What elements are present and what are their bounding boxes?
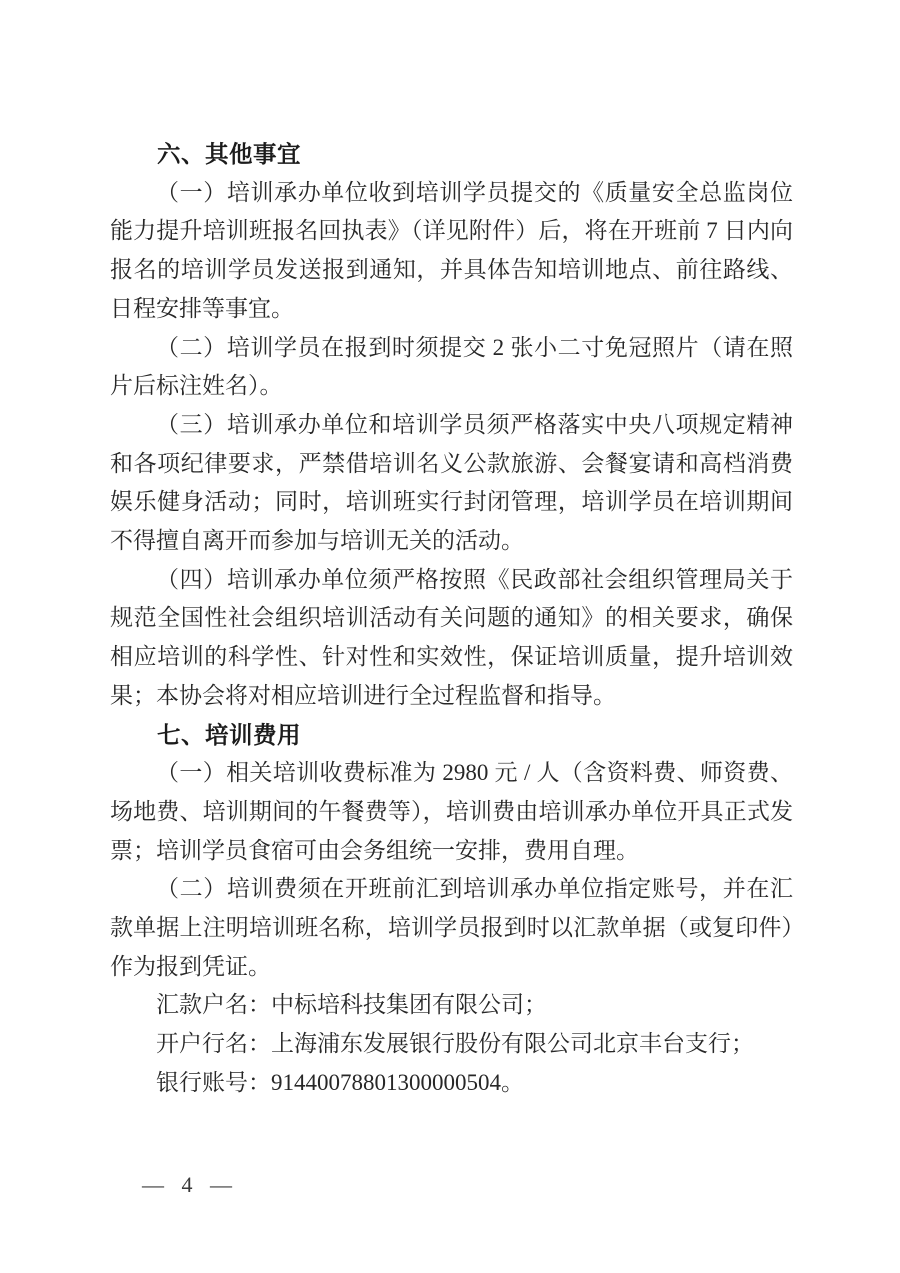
paragraph-other-matters-4: （四）培训承办单位须严格按照《民政部社会组织管理局关于规范全国性社会组织培训活动有关问题的通知》的相关要求，确保相应培训的科学性、针对性和实效性，保证培训质量，提升培训效果；本协会将对相应培训进行全过程监督和指导。 [110, 566, 793, 708]
paragraph-other-matters-2: （二）培训学员在报到时须提交 2 张小二寸免冠照片（请在照片后标注姓名）。 [110, 334, 793, 399]
payment-account-name-label: 汇款户名： [156, 992, 271, 1018]
page-number: — 4 — [142, 1172, 238, 1197]
payment-account-number-label: 银行账号： [156, 1069, 271, 1095]
document-body [110, 135, 793, 1103]
section-heading-other-matters: 六、其他事宜 [157, 141, 301, 167]
payment-bank-name-label: 开户行名： [156, 1031, 271, 1057]
section-heading-training-fees: 七、培训费用 [157, 721, 301, 748]
paragraph-training-fees-2: （二）培训费须在开班前汇到培训承办单位指定账号，并在汇款单据上注明培训班名称，培训学员报到时以汇款单据（或复印件）作为报到凭证。 [110, 876, 793, 979]
payment-bank-name-value: 上海浦东发展银行股份有限公司北京丰台支行； [271, 1031, 754, 1057]
payment-account-number-line [110, 1064, 793, 1103]
payment-bank-name-line [110, 1025, 793, 1064]
paragraph-training-fees-1: （一）相关培训收费标准为 2980 元 / 人（含资料费、师资费、场地费、培训期间的午餐费等），培训费由培训承办单位开具正式发票；培训学员食宿可由会务组统一安排，费用自理。 [110, 760, 793, 863]
payment-account-name-value: 中标培科技集团有限公司； [271, 992, 547, 1018]
paragraph-other-matters-1: （一）培训承办单位收到培训学员提交的《质量安全总监岗位能力提升培训班报名回执表》（详见附件）后，将在开班前 7 日内向报名的培训学员发送报到通知，并具体告知培训地点、前往路线、日程安排等事宜。 [110, 179, 793, 321]
payment-account-name-line [110, 986, 793, 1025]
paragraph-other-matters-3: （三）培训承办单位和培训学员须严格落实中央八项规定精神和各项纪律要求，严禁借培训名义公款旅游、会餐宴请和高档消费娱乐健身活动；同时，培训班实行封闭管理，培训学员在培训期间不得擅自离开而参加与培训无关的活动。 [110, 411, 793, 554]
payment-account-number-value: 91440078801300000504。 [271, 1069, 524, 1095]
